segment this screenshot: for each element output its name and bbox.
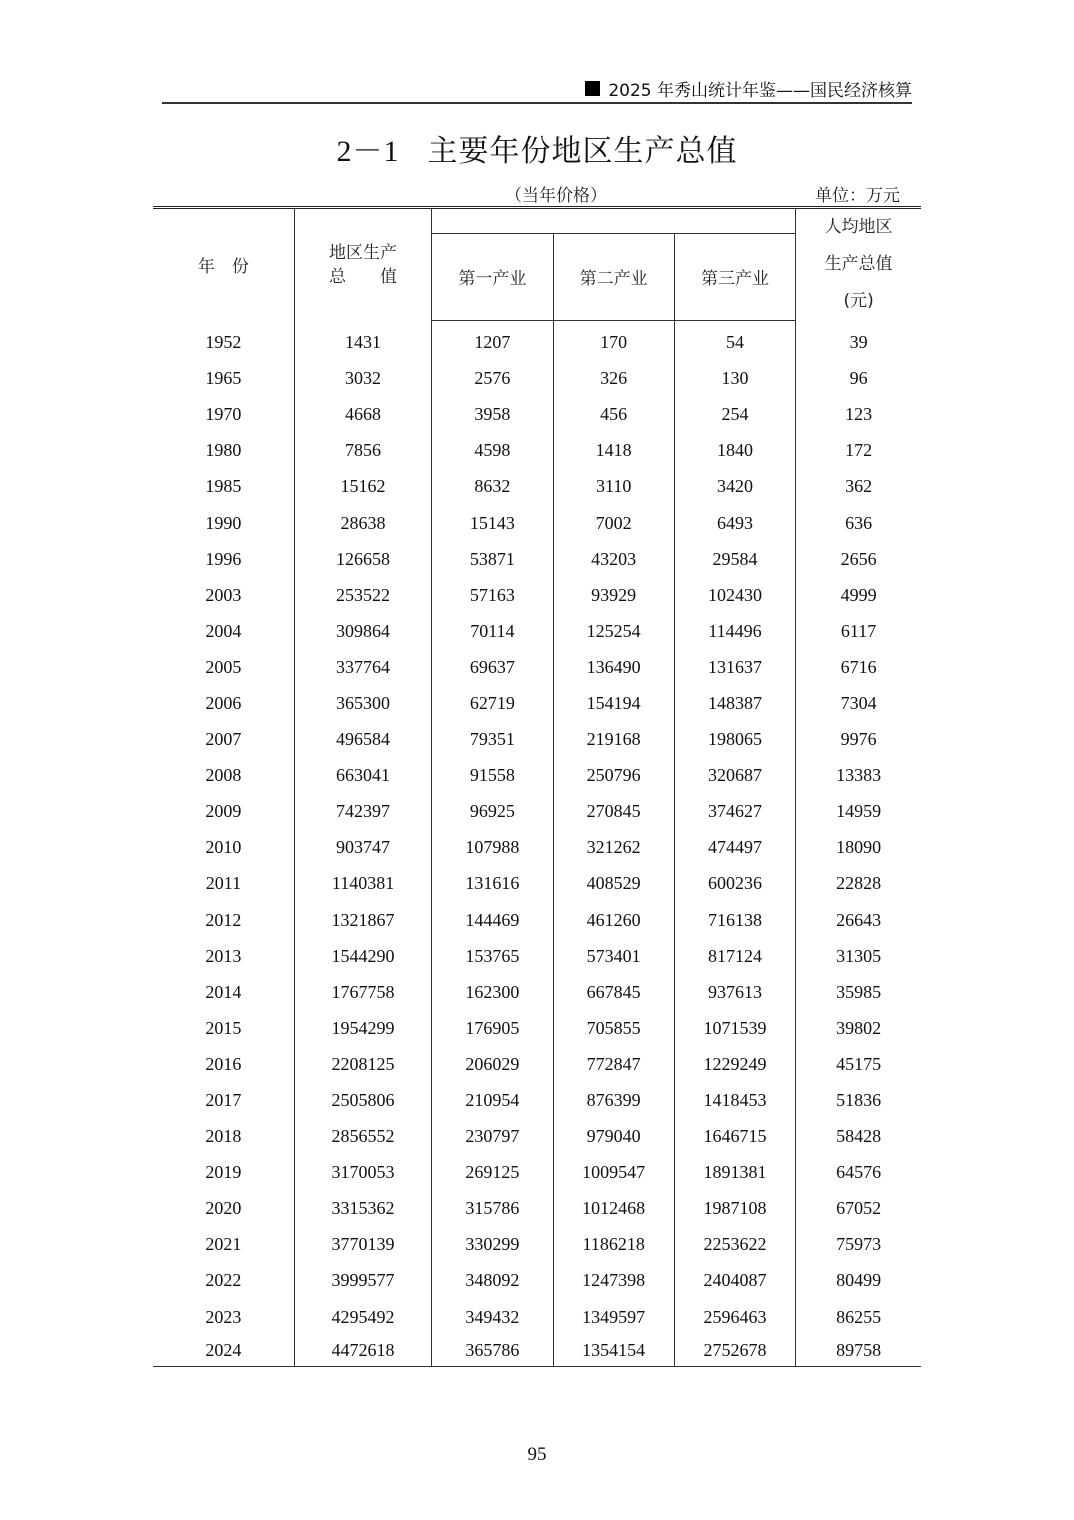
cell-year: 2014 <box>205 981 242 1002</box>
cell-tertiary-industry: 2404087 <box>674 1263 795 1299</box>
cell-tertiary-industry: 54 <box>674 320 795 361</box>
table-row <box>153 433 921 469</box>
cell-tertiary-industry: 1987108 <box>674 1191 795 1227</box>
cell-per-capita-gdp: 75973 <box>796 1227 921 1263</box>
cell-primary-industry: 15143 <box>432 505 553 541</box>
cell-primary-industry: 4598 <box>432 433 553 469</box>
cell-tertiary-industry: 1071539 <box>674 1010 795 1046</box>
cell-tertiary-industry: 1891381 <box>674 1155 795 1191</box>
cell-year: 2013 <box>205 945 242 966</box>
cell-gdp-total: 4668 <box>294 397 431 433</box>
table-row <box>153 541 921 577</box>
cell-year: 2009 <box>205 801 242 822</box>
cell-year: 2006 <box>205 692 242 713</box>
cell-gdp-total: 1431 <box>294 320 431 361</box>
cell-per-capita-gdp: 172 <box>796 433 921 469</box>
cell-secondary-industry: 573401 <box>553 938 674 974</box>
cell-tertiary-industry: 114496 <box>674 613 795 649</box>
cell-gdp-total: 126658 <box>294 541 431 577</box>
cell-gdp-total: 2505806 <box>294 1082 431 1118</box>
table-row <box>153 1227 921 1263</box>
cell-year: 2005 <box>205 656 242 677</box>
cell-year: 2003 <box>205 584 242 605</box>
cell-primary-industry: 62719 <box>432 685 553 721</box>
header-secondary-industry: 第二产业 <box>553 233 674 320</box>
cell-year: 2016 <box>205 1053 242 1074</box>
cell-per-capita-gdp: 14959 <box>796 794 921 830</box>
cell-secondary-industry: 219168 <box>553 722 674 758</box>
cell-year: 2011 <box>205 873 242 894</box>
cell-year: 1985 <box>205 476 242 497</box>
header-gdp-line2: 总 值 <box>329 266 398 287</box>
cell-primary-industry: 91558 <box>432 758 553 794</box>
table-row <box>153 1335 921 1367</box>
cell-gdp-total: 253522 <box>294 577 431 613</box>
cell-secondary-industry: 772847 <box>553 1046 674 1082</box>
cell-secondary-industry: 7002 <box>553 505 674 541</box>
cell-per-capita-gdp: 18090 <box>796 830 921 866</box>
cell-year: 2022 <box>205 1270 242 1291</box>
cell-gdp-total: 4472618 <box>294 1335 431 1367</box>
cell-per-capita-gdp: 39802 <box>796 1010 921 1046</box>
cell-secondary-industry: 136490 <box>553 649 674 685</box>
cell-year: 2024 <box>153 1335 294 1367</box>
cell-gdp-total: 1544290 <box>294 938 431 974</box>
cell-year: 1980 <box>205 440 242 461</box>
cell-secondary-industry: 876399 <box>553 1082 674 1118</box>
cell-year: 2015 <box>205 1017 242 1038</box>
cell-gdp-total: 4295492 <box>294 1299 431 1335</box>
cell-tertiary-industry: 102430 <box>674 577 795 613</box>
cell-secondary-industry: 43203 <box>553 541 674 577</box>
cell-gdp-total: 2856552 <box>294 1119 431 1155</box>
cell-secondary-industry: 321262 <box>553 830 674 866</box>
table-row <box>153 758 921 794</box>
cell-primary-industry: 315786 <box>432 1191 553 1227</box>
cell-per-capita-gdp: 2656 <box>796 541 921 577</box>
cell-per-capita-gdp: 9976 <box>796 722 921 758</box>
table-number: 2－1 <box>336 135 400 168</box>
cell-secondary-industry: 1354154 <box>553 1335 674 1367</box>
table-row <box>153 1263 921 1299</box>
cell-secondary-industry: 326 <box>553 361 674 397</box>
cell-per-capita-gdp: 26643 <box>796 902 921 938</box>
cell-tertiary-industry: 320687 <box>674 758 795 794</box>
cell-tertiary-industry: 2752678 <box>674 1335 795 1367</box>
table-row <box>153 830 921 866</box>
cell-secondary-industry: 461260 <box>553 902 674 938</box>
cell-primary-industry: 206029 <box>432 1046 553 1082</box>
header-industry-group <box>432 208 796 234</box>
cell-per-capita-gdp: 80499 <box>796 1263 921 1299</box>
header-per-capita <box>796 208 921 321</box>
cell-per-capita-gdp: 636 <box>796 505 921 541</box>
running-header <box>162 76 912 104</box>
cell-per-capita-gdp: 123 <box>796 397 921 433</box>
cell-gdp-total: 3032 <box>294 361 431 397</box>
cell-gdp-total: 496584 <box>294 722 431 758</box>
cell-per-capita-gdp: 31305 <box>796 938 921 974</box>
table-body <box>153 320 921 1367</box>
cell-per-capita-gdp: 58428 <box>796 1119 921 1155</box>
page-number: 95 <box>527 1444 547 1465</box>
cell-year: 1952 <box>205 331 242 352</box>
cell-tertiary-industry: 1646715 <box>674 1119 795 1155</box>
cell-secondary-industry: 93929 <box>553 577 674 613</box>
cell-tertiary-industry: 817124 <box>674 938 795 974</box>
cell-year: 2004 <box>205 620 242 641</box>
table-row <box>153 1155 921 1191</box>
header-per-capita-line1: 人均地区 <box>824 217 893 237</box>
cell-primary-industry: 144469 <box>432 902 553 938</box>
cell-primary-industry: 176905 <box>432 1010 553 1046</box>
table-row <box>153 397 921 433</box>
cell-gdp-total: 1321867 <box>294 902 431 938</box>
cell-year: 2019 <box>205 1162 242 1183</box>
cell-year: 1996 <box>205 548 242 569</box>
header-primary-industry: 第一产业 <box>432 233 553 320</box>
cell-year: 2020 <box>205 1198 242 1219</box>
gdp-table <box>153 206 921 1367</box>
cell-per-capita-gdp: 4999 <box>796 577 921 613</box>
cell-year: 2008 <box>205 765 242 786</box>
cell-tertiary-industry: 198065 <box>674 722 795 758</box>
cell-gdp-total: 337764 <box>294 649 431 685</box>
cell-gdp-total: 1140381 <box>294 866 431 902</box>
header-gdp <box>294 208 431 321</box>
cell-tertiary-industry: 1840 <box>674 433 795 469</box>
table-row <box>153 938 921 974</box>
cell-primary-industry: 69637 <box>432 649 553 685</box>
cell-per-capita-gdp: 35985 <box>796 974 921 1010</box>
cell-tertiary-industry: 1229249 <box>674 1046 795 1082</box>
cell-secondary-industry: 1247398 <box>553 1263 674 1299</box>
cell-primary-industry: 162300 <box>432 974 553 1010</box>
unit-note: 单位：万元 <box>815 186 900 206</box>
cell-tertiary-industry: 374627 <box>674 794 795 830</box>
cell-tertiary-industry: 1418453 <box>674 1082 795 1118</box>
cell-per-capita-gdp: 86255 <box>796 1299 921 1335</box>
cell-secondary-industry: 154194 <box>553 685 674 721</box>
cell-per-capita-gdp: 96 <box>796 361 921 397</box>
cell-primary-industry: 3958 <box>432 397 553 433</box>
running-header-text: 2025 年秀山统计年鉴——国民经济核算 <box>608 81 912 101</box>
cell-year: 2018 <box>205 1126 242 1147</box>
cell-per-capita-gdp: 13383 <box>796 758 921 794</box>
cell-secondary-industry: 1012468 <box>553 1191 674 1227</box>
cell-primary-industry: 53871 <box>432 541 553 577</box>
cell-per-capita-gdp: 67052 <box>796 1191 921 1227</box>
cell-year: 2017 <box>205 1090 242 1111</box>
cell-per-capita-gdp: 6716 <box>796 649 921 685</box>
cell-secondary-industry: 408529 <box>553 866 674 902</box>
cell-per-capita-gdp: 45175 <box>796 1046 921 1082</box>
cell-secondary-industry: 3110 <box>553 469 674 505</box>
cell-primary-industry: 131616 <box>432 866 553 902</box>
cell-secondary-industry: 1009547 <box>553 1155 674 1191</box>
cell-gdp-total: 1954299 <box>294 1010 431 1046</box>
cell-secondary-industry: 1186218 <box>553 1227 674 1263</box>
cell-secondary-industry: 667845 <box>553 974 674 1010</box>
cell-primary-industry: 269125 <box>432 1155 553 1191</box>
header-year-label: 年 份 <box>197 257 249 277</box>
cell-year: 1965 <box>205 368 242 389</box>
table-row <box>153 1082 921 1118</box>
cell-secondary-industry: 170 <box>553 320 674 361</box>
cell-per-capita-gdp: 89758 <box>796 1335 921 1367</box>
cell-primary-industry: 2576 <box>432 361 553 397</box>
cell-tertiary-industry: 3420 <box>674 469 795 505</box>
cell-primary-industry: 8632 <box>432 469 553 505</box>
table-row <box>153 685 921 721</box>
cell-per-capita-gdp: 22828 <box>796 866 921 902</box>
cell-tertiary-industry: 130 <box>674 361 795 397</box>
cell-year: 2023 <box>205 1306 242 1327</box>
table-row <box>153 577 921 613</box>
table-title-text: 主要年份地区生产总值 <box>427 134 738 169</box>
cell-gdp-total: 742397 <box>294 794 431 830</box>
cell-tertiary-industry: 254 <box>674 397 795 433</box>
cell-tertiary-industry: 131637 <box>674 649 795 685</box>
cell-secondary-industry: 250796 <box>553 758 674 794</box>
cell-gdp-total: 663041 <box>294 758 431 794</box>
cell-gdp-total: 28638 <box>294 505 431 541</box>
cell-primary-industry: 349432 <box>432 1299 553 1335</box>
cell-secondary-industry: 705855 <box>553 1010 674 1046</box>
cell-primary-industry: 96925 <box>432 794 553 830</box>
cell-secondary-industry: 1349597 <box>553 1299 674 1335</box>
cell-secondary-industry: 1418 <box>553 433 674 469</box>
cell-tertiary-industry: 600236 <box>674 866 795 902</box>
cell-tertiary-industry: 29584 <box>674 541 795 577</box>
cell-tertiary-industry: 2253622 <box>674 1227 795 1263</box>
table-row <box>153 649 921 685</box>
cell-per-capita-gdp: 362 <box>796 469 921 505</box>
table-row <box>153 866 921 902</box>
cell-gdp-total: 15162 <box>294 469 431 505</box>
table-row <box>153 320 921 361</box>
cell-gdp-total: 3770139 <box>294 1227 431 1263</box>
black-square-icon <box>585 81 600 96</box>
table-row <box>153 1119 921 1155</box>
table-row <box>153 505 921 541</box>
cell-primary-industry: 348092 <box>432 1263 553 1299</box>
cell-primary-industry: 57163 <box>432 577 553 613</box>
cell-gdp-total: 2208125 <box>294 1046 431 1082</box>
header-tertiary-industry: 第三产业 <box>674 233 795 320</box>
cell-year: 1970 <box>205 404 242 425</box>
cell-gdp-total: 3315362 <box>294 1191 431 1227</box>
cell-per-capita-gdp: 7304 <box>796 685 921 721</box>
cell-secondary-industry: 270845 <box>553 794 674 830</box>
cell-primary-industry: 153765 <box>432 938 553 974</box>
table-row <box>153 794 921 830</box>
header-gdp-line1: 地区生产 <box>329 242 398 263</box>
cell-tertiary-industry: 2596463 <box>674 1299 795 1335</box>
cell-per-capita-gdp: 39 <box>796 320 921 361</box>
cell-per-capita-gdp: 6117 <box>796 613 921 649</box>
cell-per-capita-gdp: 51836 <box>796 1082 921 1118</box>
cell-per-capita-gdp: 64576 <box>796 1155 921 1191</box>
table-row <box>153 902 921 938</box>
cell-gdp-total: 7856 <box>294 433 431 469</box>
table-row <box>153 1299 921 1335</box>
table-row <box>153 469 921 505</box>
cell-primary-industry: 330299 <box>432 1227 553 1263</box>
table-row <box>153 722 921 758</box>
cell-primary-industry: 1207 <box>432 320 553 361</box>
cell-primary-industry: 210954 <box>432 1082 553 1118</box>
cell-gdp-total: 1767758 <box>294 974 431 1010</box>
cell-tertiary-industry: 716138 <box>674 902 795 938</box>
price-basis-note: （当年价格） <box>505 186 607 206</box>
cell-secondary-industry: 125254 <box>553 613 674 649</box>
cell-year: 2021 <box>205 1234 242 1255</box>
cell-primary-industry: 79351 <box>432 722 553 758</box>
header-per-capita-line2: 生产总值 <box>824 254 893 274</box>
cell-secondary-industry: 979040 <box>553 1119 674 1155</box>
table-row <box>153 1046 921 1082</box>
cell-gdp-total: 3999577 <box>294 1263 431 1299</box>
cell-gdp-total: 3170053 <box>294 1155 431 1191</box>
cell-gdp-total: 365300 <box>294 685 431 721</box>
cell-primary-industry: 365786 <box>432 1335 553 1367</box>
table-title <box>0 126 1074 170</box>
cell-year: 2007 <box>205 729 242 750</box>
cell-tertiary-industry: 148387 <box>674 685 795 721</box>
header-per-capita-line3: (元) <box>843 291 874 311</box>
table-row <box>153 613 921 649</box>
table-row <box>153 974 921 1010</box>
cell-primary-industry: 230797 <box>432 1119 553 1155</box>
table-row <box>153 1010 921 1046</box>
cell-primary-industry: 70114 <box>432 613 553 649</box>
cell-gdp-total: 309864 <box>294 613 431 649</box>
header-year <box>153 208 294 321</box>
cell-tertiary-industry: 937613 <box>674 974 795 1010</box>
cell-secondary-industry: 456 <box>553 397 674 433</box>
table-row <box>153 361 921 397</box>
cell-gdp-total: 903747 <box>294 830 431 866</box>
cell-primary-industry: 107988 <box>432 830 553 866</box>
cell-tertiary-industry: 6493 <box>674 505 795 541</box>
cell-tertiary-industry: 474497 <box>674 830 795 866</box>
cell-year: 2012 <box>205 909 242 930</box>
cell-year: 1990 <box>205 512 242 533</box>
cell-year: 2010 <box>205 837 242 858</box>
table-row <box>153 1191 921 1227</box>
